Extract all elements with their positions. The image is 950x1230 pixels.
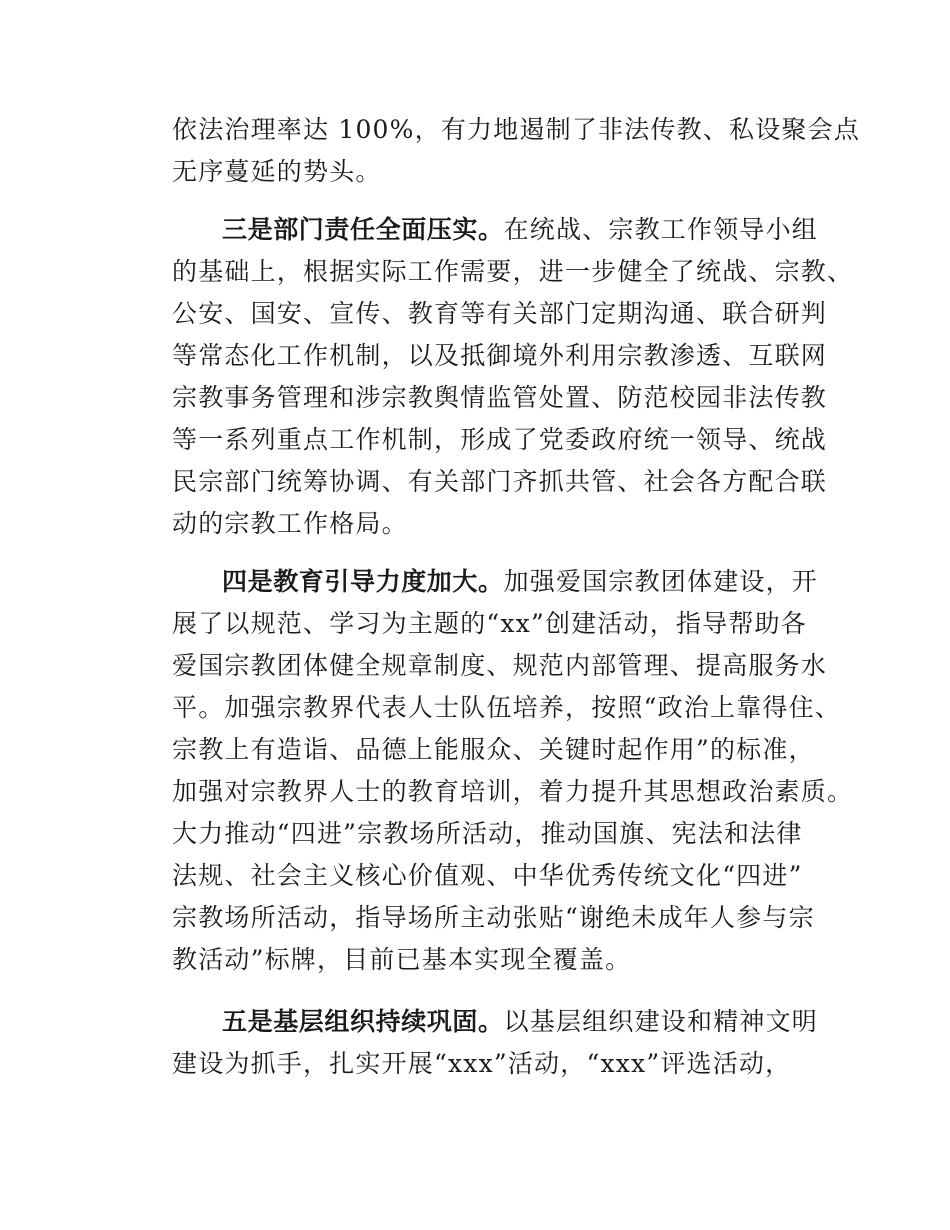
text-span: 法规、社会主义核心价值观、中华优秀传统文化“四进” [172,861,803,890]
paragraph-line [222,1004,818,1040]
paragraph-line [172,506,408,542]
text-span: 民宗部门统筹协调、有关部门齐抓共管、社会各方配合联 [172,467,828,496]
text-span: 教活动”标牌，目前已基本实现全覆盖。 [172,945,632,974]
text-span: 等常态化工作机制，以及抵御境外利用宗教渗透、互联网 [172,341,828,370]
paragraph-line [172,942,631,978]
text-span: 无序蔓延的势头。 [172,157,382,186]
paragraph-line [172,296,827,332]
text-span: 展了以规范、学习为主题的“xx”创建活动，指导帮助各 [172,609,807,638]
section-heading: 四是教育引导力度加大。 [222,567,504,596]
paragraph-line [172,112,860,148]
text-span: 加强对宗教界人士的教育培训，着力提升其思想政治素质。 [172,777,854,806]
paragraph-line [172,900,815,936]
section-heading: 五是基层组织持续巩固。 [222,1007,504,1036]
text-span: 宗教上有造诣、品德上能服众、关键时起作用”的标准， [172,735,815,764]
text-span: 依法治理率达 100%，有力地遏制了非法传教、私设聚会点 [172,115,861,144]
paragraph-line [172,1046,791,1082]
text-span: 动的宗教工作格局。 [172,509,408,538]
paragraph-line [172,816,803,852]
paragraph-line [172,464,827,500]
paragraph-line [172,380,827,416]
paragraph-line [172,858,803,894]
paragraph-line [222,564,818,600]
paragraph-line [172,774,853,810]
paragraph-line [172,154,382,190]
paragraph-line [172,648,827,684]
paragraph-line [172,606,807,642]
text-span: 等一系列重点工作机制，形成了党委政府统一领导、统战 [172,425,828,454]
paragraph-line [172,254,853,290]
paragraph-line [172,690,841,726]
text-span: 的基础上，根据实际工作需要，进一步健全了统战、宗教、 [172,257,854,286]
text-span: 加强爱国宗教团体建设，开 [503,567,819,596]
text-span: 宗教事务管理和涉宗教舆情监管处置、防范校园非法传教 [172,383,828,412]
text-span: 大力推动“四进”宗教场所活动，推动国旗、宪法和法律 [172,819,803,848]
text-span: 在统战、宗教工作领导小组 [503,215,819,244]
text-span: 爱国宗教团体健全规章制度、规范内部管理、提高服务水 [172,651,828,680]
text-span: 宗教场所活动，指导场所主动张贴“谢绝未成年人参与宗 [172,903,815,932]
text-span: 以基层组织建设和精神文明 [503,1007,819,1036]
paragraph-line [172,338,827,374]
paragraph-line [222,212,818,248]
text-span: 公安、国安、宣传、教育等有关部门定期沟通、联合研判 [172,299,828,328]
section-heading: 三是部门责任全面压实。 [222,215,504,244]
paragraph-line [172,422,827,458]
paragraph-line [172,732,815,768]
text-span: 建设为抓手，扎实开展“xxx”活动，“xxx”评选活动， [172,1049,792,1078]
text-span: 平。加强宗教界代表人士队伍培养，按照“政治上靠得住、 [172,693,841,722]
